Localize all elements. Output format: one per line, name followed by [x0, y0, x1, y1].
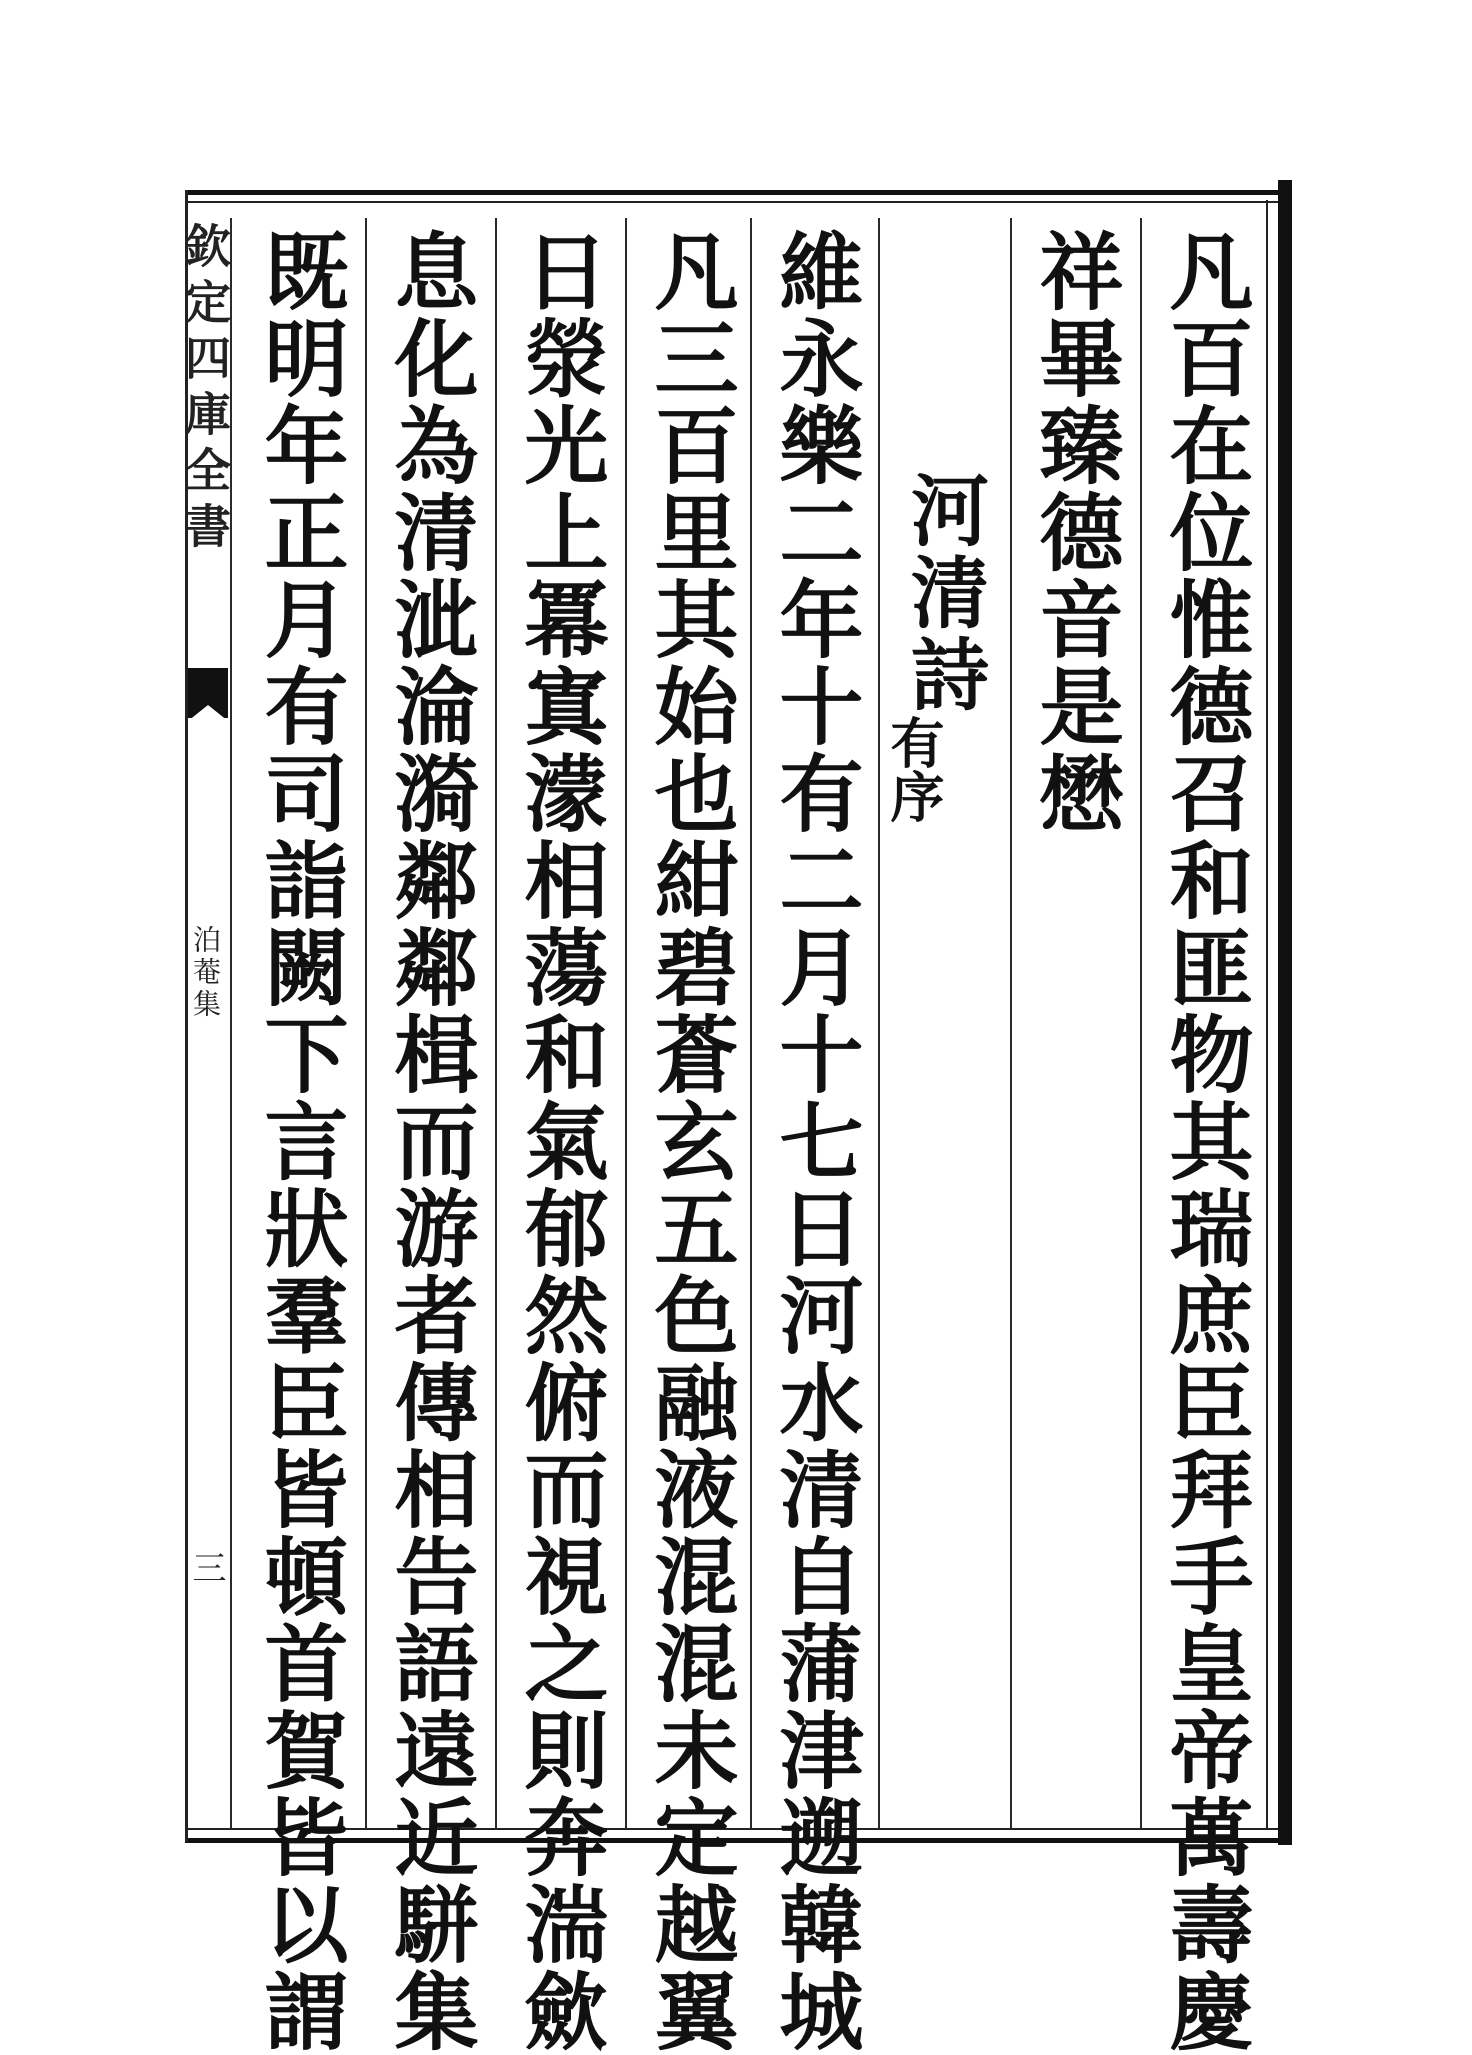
margin-book-title: 欽定四庫全書	[178, 222, 232, 558]
margin-collection-title: 泊菴集	[189, 925, 222, 1021]
fishtail-notch	[188, 705, 228, 721]
column-divider	[1140, 218, 1142, 1828]
column-divider	[1010, 218, 1012, 1828]
text-column-6: 日滎光上冪寘濛相蕩和氣郁然俯而視之則奔湍歛	[511, 228, 610, 2055]
column-divider	[878, 218, 880, 1828]
column-divider	[625, 218, 627, 1828]
poem-title: 河清詩	[898, 470, 989, 716]
frame-right-inner-border	[1266, 200, 1268, 1830]
text-column-8: 既明年正月有司詣闕下言狀羣臣皆頓首賀皆以謂	[251, 228, 350, 2055]
margin-page-number: 三	[186, 1550, 226, 1584]
frame-right-border	[1278, 180, 1292, 1845]
column-divider	[495, 218, 497, 1828]
text-column-4: 維永樂二年十有二月十七日河水清自蒲津遡韓城	[766, 228, 865, 2055]
text-column-1: 凡百在位惟德召和匪物其瑞庶臣拜手皇帝萬壽慶	[1156, 228, 1255, 2055]
column-divider	[365, 218, 367, 1828]
text-column-2: 祥畢臻德音是懋	[1026, 228, 1125, 837]
frame-top-inner-border	[185, 201, 1285, 203]
poem-title-note: 有序	[882, 715, 946, 823]
frame-top-border	[185, 190, 1290, 195]
text-column-5: 凡三百里其始也紺碧蒼玄五色融液混混未定越翼	[641, 228, 740, 2055]
poem-title-column	[882, 470, 998, 1070]
column-divider	[750, 218, 752, 1828]
text-column-7: 息化為清泚淪漪鄰鄰楫而游者傳相告語遠近駢集	[381, 228, 480, 2055]
